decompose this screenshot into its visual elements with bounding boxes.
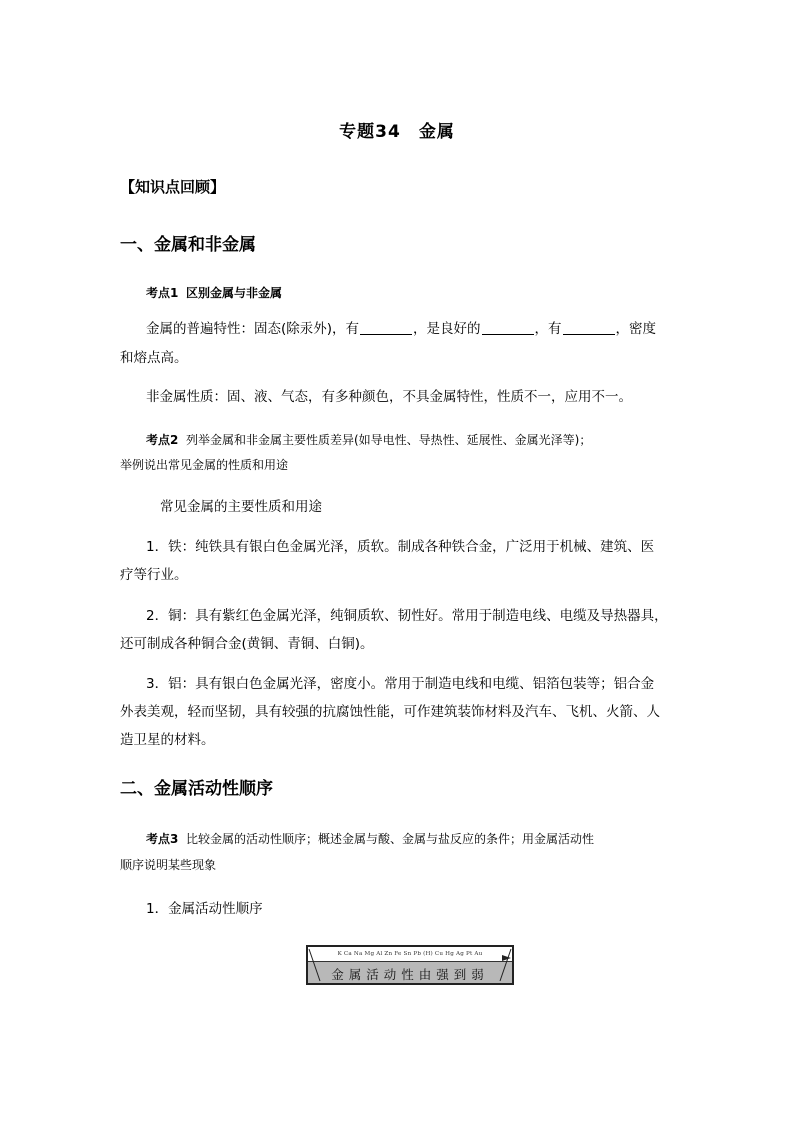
blank-3 <box>563 320 615 335</box>
right-slant-line <box>500 949 511 981</box>
al-line3: 造卫星的材料。 <box>120 732 215 748</box>
item1-heading: 1．金属活动性顺序 <box>146 901 263 917</box>
blank-1 <box>360 320 412 335</box>
arrow-head-icon <box>502 955 511 961</box>
kd1-label: 考点1 <box>146 286 179 300</box>
para1-line1 <box>146 316 656 342</box>
para1-line2: 和熔点高。 <box>120 350 188 366</box>
kd1-text: 区别金属与非金属 <box>186 286 283 300</box>
metal-series-text: K Ca Na Mg Al Zn Fe Sn Pb (H) Cu Hg Ag Pt Au <box>337 951 483 957</box>
para1-a: 金属的普遍特性：固态(除汞外)，有 <box>146 321 360 337</box>
para1-b: ，是良好的 <box>413 321 481 337</box>
arrow-graphic <box>308 947 512 983</box>
kd2-text: 列举金属和非金属主要性质差异(如导电性、导热性、延展性、金属光泽等)； <box>186 433 592 447</box>
kd3-line2: 顺序说明某些现象 <box>120 858 217 872</box>
al-line2: 外表美观，轻而坚韧，具有较强的抗腐蚀性能，可作建筑装饰材料及汽车、飞机、火箭、人 <box>120 704 660 720</box>
page-title: 专题34 金属 <box>339 122 455 142</box>
al-line1: 3．铝：具有银白色金属光泽，密度小。常用于制造电线和电缆、铝箔包装等；铝合金 <box>146 676 655 692</box>
left-slant-line <box>309 949 320 981</box>
kd2-label: 考点2 <box>146 433 179 447</box>
kd3-label: 考点3 <box>146 832 179 846</box>
kd2-line1 <box>146 431 591 448</box>
copper-line1: 2．铜：具有紫红色金属光泽，纯铜质软、韧性好。常用于制造电线、电缆及导热器具， <box>146 608 668 624</box>
sub-heading: 常见金属的主要性质和用途 <box>160 499 322 515</box>
section1-heading: 一、金属和非金属 <box>120 235 256 255</box>
activity-caption: 金属活动性由强到弱 <box>331 967 489 982</box>
kd1-line <box>146 284 282 301</box>
kd2-line2: 举例说出常见金属的性质和用途 <box>120 458 289 472</box>
activity-series-figure <box>306 945 514 985</box>
kd3-line1 <box>146 830 594 847</box>
review-heading: 【知识点回顾】 <box>120 178 226 196</box>
section2-heading: 二、金属活动性顺序 <box>120 779 273 799</box>
blank-2 <box>482 320 534 335</box>
para1-c: ，有 <box>534 321 562 337</box>
copper-line2: 还可制成各种铜合金(黄铜、青铜、白铜)。 <box>120 636 374 652</box>
para2: 非金属性质：固、液、气态，有多种颜色，不具金属特性，性质不一，应用不一。 <box>146 389 632 405</box>
iron-line2: 疗等行业。 <box>120 567 188 583</box>
para1-d: ，密度 <box>615 321 657 337</box>
iron-line1: 1．铁：纯铁具有银白色金属光泽，质软。制成各种铁合金，广泛用于机械、建筑、医 <box>146 539 655 555</box>
kd3-text: 比较金属的活动性顺序；概述金属与酸、金属与盐反应的条件；用金属活动性 <box>186 832 595 846</box>
